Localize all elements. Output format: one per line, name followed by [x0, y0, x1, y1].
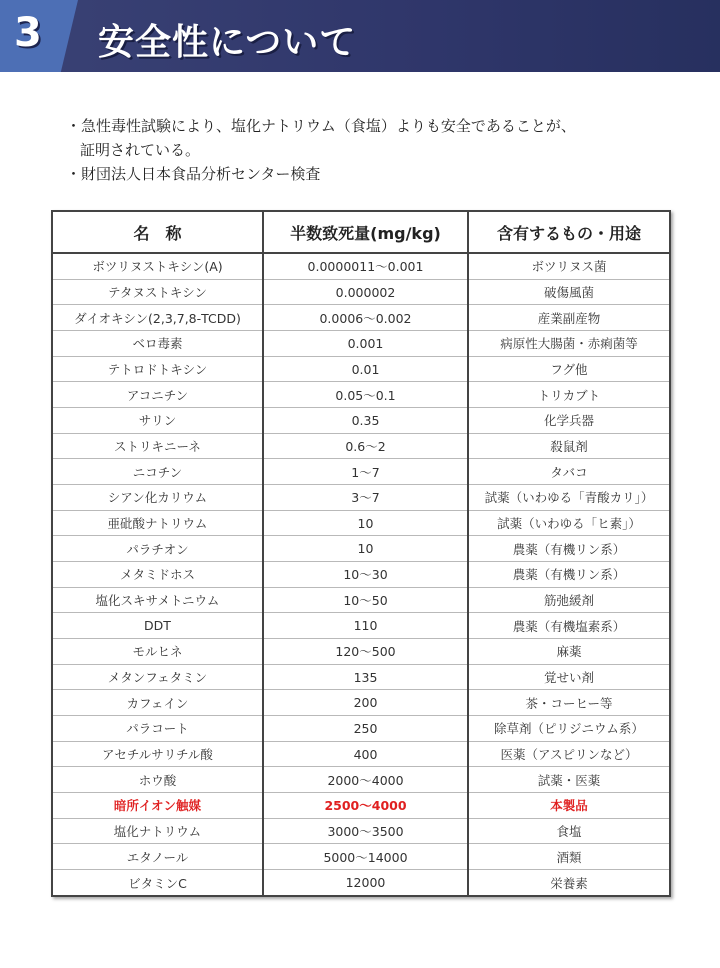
cell-name: 塩化ナトリウム [53, 818, 263, 844]
table-row [53, 253, 669, 279]
cell-name: ボツリヌストキシン(A) [53, 253, 263, 279]
table-row [53, 536, 669, 562]
cell-usage: 農薬（有機リン系） [468, 536, 669, 562]
cell-name: アコニチン [53, 382, 263, 408]
cell-name: シアン化カリウム [53, 485, 263, 511]
toxicity-table [51, 210, 671, 897]
cell-usage: 試薬（いわゆる「青酸カリ」） [468, 485, 669, 511]
cell-ld50: 10〜30 [263, 562, 468, 588]
table-row [53, 844, 669, 870]
table-row [53, 664, 669, 690]
cell-ld50: 250 [263, 716, 468, 742]
toxicity-table-grid [53, 212, 669, 895]
cell-ld50: 5000〜14000 [263, 844, 468, 870]
cell-usage: 破傷風菌 [468, 279, 669, 305]
cell-name: ダイオキシン(2,3,7,8-TCDD) [53, 305, 263, 331]
section-header [0, 0, 720, 72]
cell-name: DDT [53, 613, 263, 639]
table-row [53, 305, 669, 331]
cell-usage: 農薬（有機リン系） [468, 562, 669, 588]
table-row [53, 356, 669, 382]
table-row [53, 613, 669, 639]
table-row [53, 331, 669, 357]
table-row [53, 818, 669, 844]
cell-name: パラチオン [53, 536, 263, 562]
note-line-1: ・急性毒性試験により、塩化ナトリウム（食塩）よりも安全であることが、 [66, 117, 576, 135]
table-row [53, 485, 669, 511]
cell-ld50: 400 [263, 741, 468, 767]
cell-name: 暗所イオン触媒 [53, 793, 263, 819]
cell-usage: 本製品 [468, 793, 669, 819]
cell-name: カフェイン [53, 690, 263, 716]
table-row [53, 639, 669, 665]
cell-ld50: 135 [263, 664, 468, 690]
cell-name: 塩化スキサメトニウム [53, 587, 263, 613]
table-row [53, 741, 669, 767]
cell-name: ベロ毒素 [53, 331, 263, 357]
cell-ld50: 2000〜4000 [263, 767, 468, 793]
cell-usage: 酒類 [468, 844, 669, 870]
cell-ld50: 2500〜4000 [263, 793, 468, 819]
cell-usage: ボツリヌス菌 [468, 253, 669, 279]
cell-ld50: 120〜500 [263, 639, 468, 665]
cell-ld50: 0.6〜2 [263, 433, 468, 459]
cell-name: テタヌストキシン [53, 279, 263, 305]
cell-name: パラコート [53, 716, 263, 742]
cell-usage: 化学兵器 [468, 408, 669, 434]
cell-name: 亜砒酸ナトリウム [53, 510, 263, 536]
cell-usage: 殺鼠剤 [468, 433, 669, 459]
cell-name: メタミドホス [53, 562, 263, 588]
cell-ld50: 1〜7 [263, 459, 468, 485]
cell-usage: 病原性大腸菌・赤痢菌等 [468, 331, 669, 357]
cell-usage: 茶・コーヒー等 [468, 690, 669, 716]
table-row [53, 459, 669, 485]
cell-ld50: 0.001 [263, 331, 468, 357]
cell-ld50: 12000 [263, 870, 468, 895]
note-line-3: ・財団法人日本食品分析センター検査 [66, 165, 321, 183]
cell-ld50: 3000〜3500 [263, 818, 468, 844]
cell-name: ホウ酸 [53, 767, 263, 793]
cell-ld50: 200 [263, 690, 468, 716]
cell-ld50: 110 [263, 613, 468, 639]
table-row [53, 690, 669, 716]
table-row [53, 767, 669, 793]
cell-usage: 覚せい剤 [468, 664, 669, 690]
cell-ld50: 10 [263, 510, 468, 536]
section-number: 3 [14, 10, 42, 56]
table-row [53, 587, 669, 613]
section-title: 安全性について [98, 22, 357, 63]
cell-name: メタンフェタミン [53, 664, 263, 690]
table-row [53, 793, 669, 819]
cell-usage: 除草剤（ピリジニウム系） [468, 716, 669, 742]
cell-usage: 試薬・医薬 [468, 767, 669, 793]
cell-name: ストリキニーネ [53, 433, 263, 459]
table-header-row [53, 212, 669, 253]
table-row [53, 716, 669, 742]
cell-ld50: 0.0000011〜0.001 [263, 253, 468, 279]
cell-ld50: 0.000002 [263, 279, 468, 305]
table-row [53, 382, 669, 408]
header-usage: 含有するもの・用途 [468, 212, 669, 253]
table-row [53, 510, 669, 536]
cell-name: アセチルサリチル酸 [53, 741, 263, 767]
cell-ld50: 3〜7 [263, 485, 468, 511]
cell-usage: 医薬（アスピリンなど） [468, 741, 669, 767]
cell-ld50: 0.0006〜0.002 [263, 305, 468, 331]
table-row [53, 870, 669, 895]
cell-usage: 筋弛緩剤 [468, 587, 669, 613]
cell-name: モルヒネ [53, 639, 263, 665]
cell-usage: 麻薬 [468, 639, 669, 665]
cell-usage: 食塩 [468, 818, 669, 844]
cell-name: ビタミンC [53, 870, 263, 895]
cell-ld50: 10 [263, 536, 468, 562]
header-ld50: 半数致死量(mg/kg) [263, 212, 468, 253]
table-body [53, 253, 669, 895]
cell-name: エタノール [53, 844, 263, 870]
note-line-2: 証明されている。 [80, 141, 201, 159]
cell-name: サリン [53, 408, 263, 434]
table-row [53, 562, 669, 588]
header-name: 名 称 [53, 212, 263, 253]
cell-usage: 試薬（いわゆる「ヒ素」） [468, 510, 669, 536]
cell-name: テトロドトキシン [53, 356, 263, 382]
notes [66, 114, 576, 186]
cell-ld50: 0.01 [263, 356, 468, 382]
cell-usage: 栄養素 [550, 875, 588, 891]
cell-ld50: 0.35 [263, 408, 468, 434]
cell-usage: タバコ [468, 459, 669, 485]
cell-ld50: 10〜50 [263, 587, 468, 613]
cell-usage: フグ他 [468, 356, 669, 382]
table-row [53, 408, 669, 434]
cell-usage: 産業副産物 [468, 305, 669, 331]
table-row [53, 433, 669, 459]
table-row [53, 279, 669, 305]
cell-usage: 農薬（有機塩素系） [468, 613, 669, 639]
cell-usage: トリカブト [468, 382, 669, 408]
cell-name: ニコチン [53, 459, 263, 485]
cell-ld50: 0.05〜0.1 [263, 382, 468, 408]
